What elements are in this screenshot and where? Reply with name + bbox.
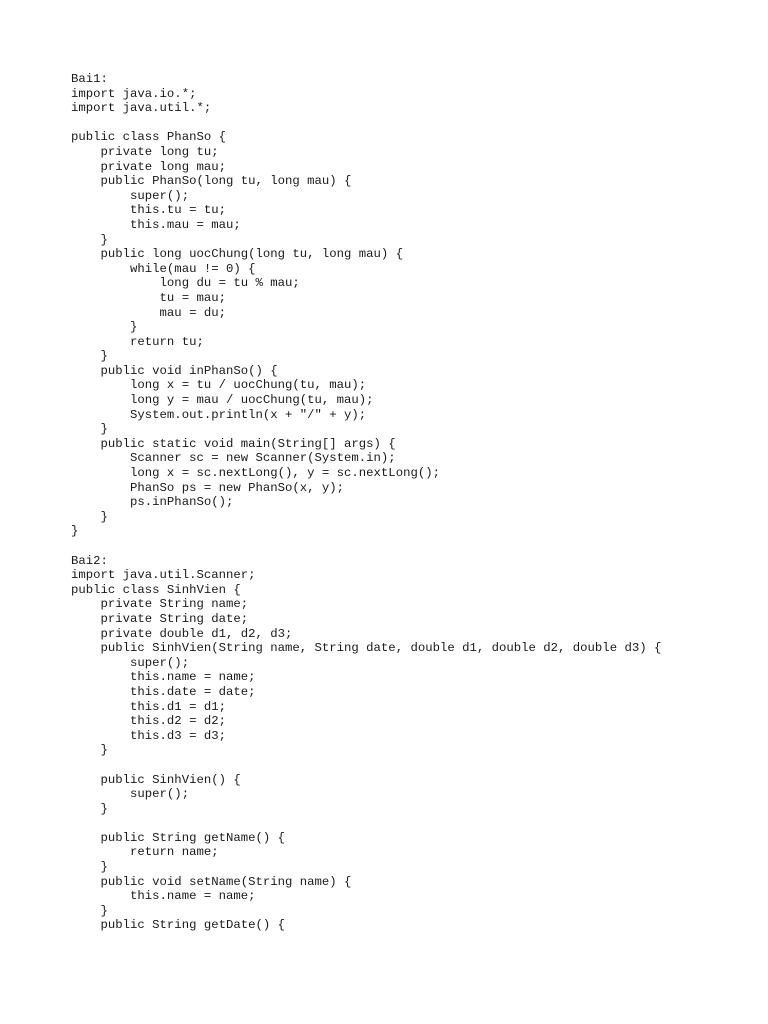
code-line: this.d2 = d2; (71, 714, 226, 729)
code-line: public SinhVien(String name, String date, double d1, double d2, double d3) { (71, 641, 662, 656)
code-line: public static void main(String[] args) { (71, 436, 396, 451)
code-line: } (71, 509, 108, 524)
code-line: Bai2: (71, 553, 108, 568)
code-line: long y = mau / uocChung(tu, mau); (71, 393, 374, 408)
code-line: private long tu; (71, 144, 219, 159)
code-line: public PhanSo(long tu, long mau) { (71, 174, 352, 189)
code-line: super(); (71, 655, 190, 670)
code-line: private String date; (71, 611, 249, 626)
code-line: PhanSo ps = new PhanSo(x, y); (71, 480, 345, 495)
code-line: private String name; (71, 597, 249, 612)
code-line: } (71, 743, 108, 758)
code-line: System.out.println(x + "/" + y); (71, 407, 367, 422)
code-line (71, 539, 661, 554)
code-line (71, 816, 661, 831)
code-line: long x = tu / uocChung(tu, mau); (71, 378, 367, 393)
code-line: import java.io.*; (71, 86, 197, 101)
code-line: this.d1 = d1; (71, 699, 226, 714)
code-line: Scanner sc = new Scanner(System.in); (71, 451, 396, 466)
code-line: this.date = date; (71, 684, 256, 699)
code-line: } (71, 801, 108, 816)
code-line: this.name = name; (71, 889, 256, 904)
code-line: return tu; (71, 334, 204, 349)
code-line: } (71, 860, 108, 875)
code-line: long x = sc.nextLong(), y = sc.nextLong(); (71, 466, 440, 481)
code-line: while(mau != 0) { (71, 261, 256, 276)
code-line: tu = mau; (71, 290, 226, 305)
code-line: this.mau = mau; (71, 217, 241, 232)
code-line: public long uocChung(long tu, long mau) { (71, 247, 404, 262)
code-line: ps.inPhanSo(); (71, 495, 234, 510)
code-listing (71, 72, 661, 933)
code-line: } (71, 524, 79, 539)
code-line: this.name = name; (71, 670, 256, 685)
code-line: public String getDate() { (71, 918, 286, 933)
code-line: } (71, 232, 108, 247)
code-line: public class PhanSo { (71, 130, 226, 145)
code-line: mau = du; (71, 305, 226, 320)
code-line (71, 116, 661, 131)
code-line: public void inPhanSo() { (71, 363, 278, 378)
code-line: public void setName(String name) { (71, 874, 352, 889)
code-line: } (71, 422, 108, 437)
code-line: Bai1: (71, 72, 108, 86)
code-line: public class SinhVien { (71, 582, 241, 597)
code-line: } (71, 903, 108, 918)
code-line: import java.util.*; (71, 101, 212, 116)
code-line: } (71, 320, 138, 335)
code-line: public SinhVien() { (71, 772, 241, 787)
code-line: super(); (71, 188, 190, 203)
code-line: this.d3 = d3; (71, 728, 226, 743)
code-line: } (71, 349, 108, 364)
code-line: long du = tu % mau; (71, 276, 300, 291)
code-line: private double d1, d2, d3; (71, 626, 293, 641)
code-line: this.tu = tu; (71, 203, 226, 218)
code-line: private long mau; (71, 159, 226, 174)
code-line (71, 758, 661, 773)
code-line: super(); (71, 787, 190, 802)
code-line: public String getName() { (71, 830, 286, 845)
code-line: import java.util.Scanner; (71, 568, 256, 583)
code-line: return name; (71, 845, 219, 860)
